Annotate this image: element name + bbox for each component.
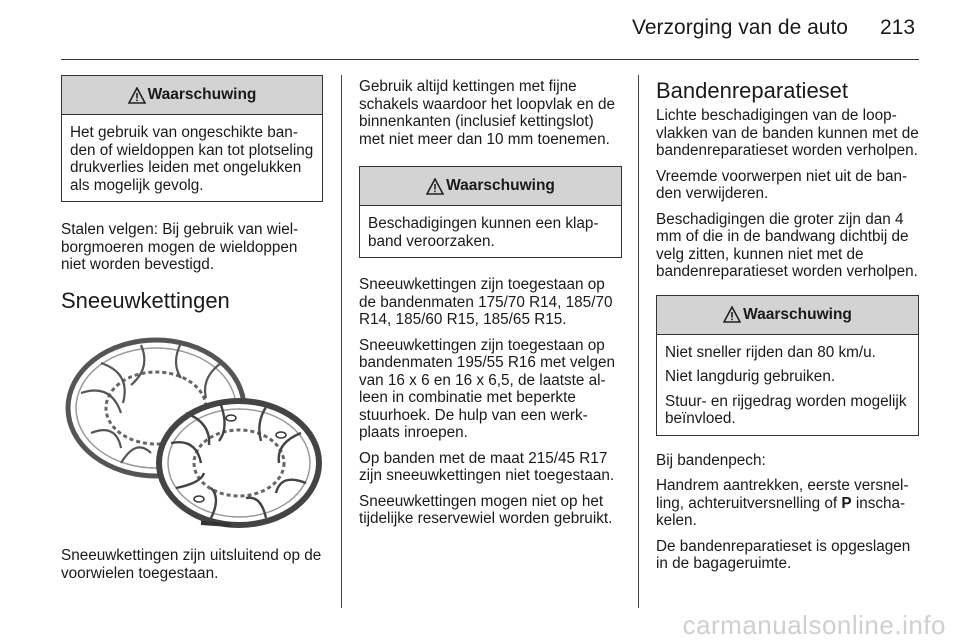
paragraph-kit-location: De bandenreparatieset is opgeslagen in de bagageruimte. bbox=[656, 537, 911, 572]
paragraph-chain-links: Gebruik altijd kettingen met fijne schakels waardoor het loopvlak en de binnenkanten (inclusief kettingslot) met niet meer dan 10 mm toenemen. bbox=[359, 78, 615, 148]
warning-label: Waarschuwing bbox=[147, 86, 257, 104]
park-gear-symbol: P bbox=[841, 494, 852, 512]
warning-triangle-icon bbox=[128, 87, 146, 104]
snow-chains-caption-block bbox=[61, 547, 323, 590]
paragraph-larger-damage: Beschadigingen die groter zijn dan 4 mm of die in de bandwang dichtbij de velg zitten, kunnen niet met de bandenreparatieset worden verholpen. bbox=[656, 210, 918, 280]
warning-box-3 bbox=[656, 295, 919, 436]
column-divider-2 bbox=[638, 75, 639, 608]
warning-line-speed: Niet sneller rijden dan 80 km/u. bbox=[665, 343, 876, 361]
warning-label: Waarschuwing bbox=[446, 177, 555, 195]
paragraph-steel-rims: Stalen velgen: Bij gebruik van wielborgmoeren mogen de wieldoppen niet worden bevestigd. bbox=[61, 221, 299, 273]
paragraph-spare-wheel: Sneeuwkettingen mogen niet op het tijdelijke reservewiel worden gebruikt. bbox=[359, 492, 613, 527]
column-2 bbox=[359, 78, 622, 536]
warning-text: Het gebruik van ongeschikte banden of wieldoppen kan tot plotseling drukverlies leiden met ongelukken als mogelijk gevolg. bbox=[70, 124, 314, 194]
warning-header bbox=[62, 76, 322, 115]
section-heading-tyre-repair-kit: Bandenreparatieset bbox=[656, 78, 849, 103]
paragraph-195-55-r16: Sneeuwkettingen zijn toegestaan op bandenmaten 195/55 R16 met velgen van 16 x 6 en 16 x 6,5, de laatste alleen in combinatie met beperkte stuurhoek. De hulp van een werkplaats inroepen. bbox=[359, 336, 615, 441]
column-3 bbox=[656, 107, 919, 581]
paragraph-light-damage: Lichte beschadigingen van de loopvlakken van de banden kunnen met de bandenreparatieset worden verholpen. bbox=[656, 107, 919, 159]
paragraph-handbrake bbox=[656, 477, 919, 530]
handbrake-text-end: inschakelen. bbox=[656, 494, 906, 529]
warning-text: Beschadigingen kunnen een klapband veroorzaken. bbox=[368, 215, 599, 250]
warning-triangle-icon bbox=[723, 306, 741, 323]
column-divider-1 bbox=[341, 75, 342, 608]
snow-chains-illustration bbox=[61, 323, 323, 533]
header-rule bbox=[61, 59, 919, 60]
section-heading-snow-chains: Sneeuwkettingen bbox=[61, 288, 230, 313]
warning-box-2 bbox=[359, 166, 622, 258]
warning-triangle-icon bbox=[426, 178, 444, 195]
warning-line-handling: Stuur- en rijgedrag worden mogelijk beïnvloed. bbox=[665, 392, 907, 427]
warning-box-1 bbox=[61, 75, 323, 202]
warning-header bbox=[360, 167, 621, 206]
handbrake-text-start: Handrem aantrekken, eerste versnelling, achteruitversnelling of bbox=[656, 477, 909, 512]
page-number: 213 bbox=[880, 16, 916, 39]
column-1 bbox=[61, 75, 323, 282]
paragraph-flat-tyre: Bij bandenpech: bbox=[656, 451, 766, 469]
watermark: carmanualsonline.info bbox=[682, 610, 946, 640]
paragraph-allowed-sizes: Sneeuwkettingen zijn toegestaan op de bandenmaten 175/70 R14, 185/70 R14, 185/60 R15, 185/65 R15. bbox=[359, 276, 613, 328]
running-header-title: Verzorging van de auto bbox=[632, 16, 848, 39]
paragraph-foreign-objects: Vreemde voorwerpen niet uit de banden verwijderen. bbox=[656, 167, 908, 202]
warning-header bbox=[657, 296, 918, 335]
warning-line-duration: Niet langdurig gebruiken. bbox=[665, 368, 836, 385]
warning-label: Waarschuwing bbox=[743, 305, 852, 323]
snow-chains-caption: Sneeuwkettingen zijn uitsluitend op de voorwielen toegestaan. bbox=[61, 547, 322, 582]
paragraph-215-45-r17: Op banden met de maat 215/45 R17 zijn sneeuwkettingen niet toegestaan. bbox=[359, 449, 615, 484]
